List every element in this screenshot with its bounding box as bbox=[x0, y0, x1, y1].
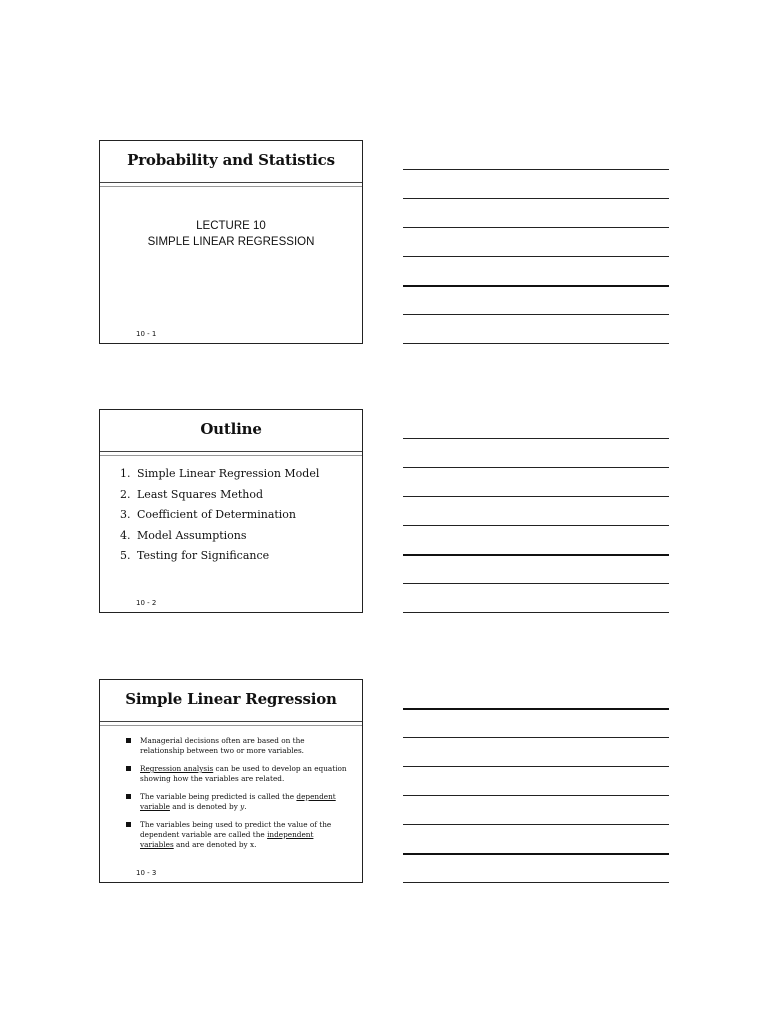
bullet-item: The variables being used to predict the value of the dependent variable are called the independent variables and are denoted by x. bbox=[126, 820, 348, 850]
title-divider-secondary bbox=[100, 186, 362, 187]
term-independent-variables: independent variables bbox=[140, 830, 314, 849]
title-divider bbox=[100, 182, 362, 183]
slide-number: 10 - 1 bbox=[136, 330, 157, 338]
square-bullet-icon bbox=[126, 822, 131, 827]
note-line bbox=[403, 227, 669, 228]
title-divider bbox=[100, 451, 362, 452]
note-line bbox=[403, 198, 669, 199]
square-bullet-icon bbox=[126, 766, 131, 771]
notes-lines-1 bbox=[403, 140, 669, 346]
notes-lines-3 bbox=[403, 679, 669, 885]
outline-item: 4. Model Assumptions bbox=[120, 528, 247, 542]
bullet-item: Managerial decisions often are based on the relationship between two or more variables. bbox=[126, 736, 348, 756]
lecture-topic: SIMPLE LINEAR REGRESSION bbox=[147, 236, 315, 248]
lecture-number: LECTURE 10 bbox=[196, 220, 266, 232]
slide-1 bbox=[99, 140, 363, 344]
title-divider-secondary bbox=[100, 455, 362, 456]
outline-item: 1. Simple Linear Regression Model bbox=[120, 467, 320, 480]
outline-list bbox=[120, 464, 319, 567]
note-line bbox=[403, 795, 669, 796]
note-line bbox=[403, 612, 669, 613]
bullet-list bbox=[126, 736, 348, 858]
note-line bbox=[403, 496, 669, 497]
note-line bbox=[403, 467, 669, 468]
term-regression-analysis: Regression analysis bbox=[140, 764, 214, 773]
bullet-item: Regression analysis can be used to develop an equation showing how the variables are related. bbox=[126, 764, 348, 784]
slide-number: 10 - 2 bbox=[136, 599, 157, 607]
note-line bbox=[403, 583, 669, 584]
note-line bbox=[403, 554, 669, 556]
note-line bbox=[403, 766, 669, 767]
title-divider bbox=[100, 721, 362, 722]
slide-3 bbox=[99, 679, 363, 883]
note-line bbox=[403, 525, 669, 526]
title-divider-secondary bbox=[100, 725, 362, 726]
notes-lines-2 bbox=[403, 409, 669, 615]
note-line bbox=[403, 853, 669, 855]
slide-title: Simple Linear Regression bbox=[125, 690, 337, 708]
term-dependent-variable: dependent variable bbox=[140, 792, 336, 811]
note-line bbox=[403, 314, 669, 315]
square-bullet-icon bbox=[126, 794, 131, 799]
note-line bbox=[403, 737, 669, 738]
lecture-heading bbox=[100, 218, 362, 250]
slide-number: 10 - 3 bbox=[136, 869, 157, 877]
slide-2 bbox=[99, 409, 363, 613]
outline-item: 5. Testing for Significance bbox=[120, 549, 270, 562]
square-bullet-icon bbox=[126, 738, 131, 743]
note-line bbox=[403, 256, 669, 257]
note-line bbox=[403, 285, 669, 287]
slide-title: Probability and Statistics bbox=[127, 151, 335, 169]
bullet-item: The variable being predicted is called the dependent variable and is denoted by y. bbox=[126, 792, 348, 812]
slide-title: Outline bbox=[200, 420, 262, 438]
outline-item: 2. Least Squares Method bbox=[120, 487, 264, 501]
note-line bbox=[403, 824, 669, 825]
note-line bbox=[403, 169, 669, 170]
outline-item: 3. Coefficient of Determination bbox=[120, 508, 297, 521]
note-line bbox=[403, 343, 669, 344]
note-line bbox=[403, 882, 669, 883]
note-line bbox=[403, 438, 669, 439]
note-line bbox=[403, 708, 669, 710]
